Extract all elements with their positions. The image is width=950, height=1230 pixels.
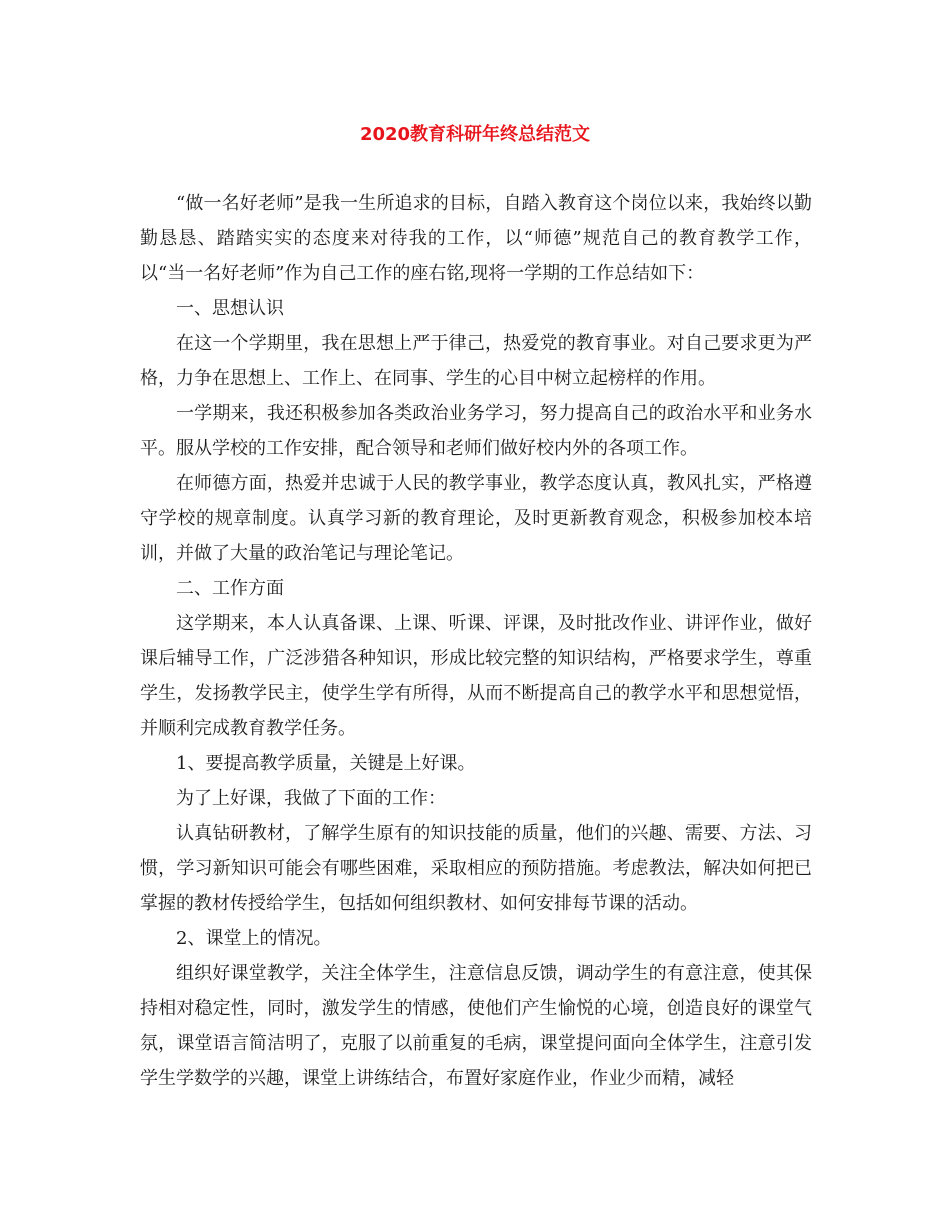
paragraph: 在师德方面，热爱并忠诚于人民的教学事业，教学态度认真，教风扎实，严格遵守学校的规章制度。认真学习新的教育理论，及时更新教育观念，积极参加校本培训，并做了大量的政治笔记与理论笔记。 [140,473,812,564]
subheading-classroom: 2、课堂上的情况。 [176,928,332,949]
paragraph: 一学期来，我还积极参加各类政治业务学习，努力提高自己的政治水平和业务水平。服从学校的工作安排，配合领导和老师们做好校内外的各项工作。 [140,403,812,459]
paragraph-intro: “做一名好老师”是我一生所追求的目标，自踏入教育这个岗位以来，我始终以勤勤恳恳、踏踏实实的态度来对待我的工作，以“师德”规范自己的教育教学工作，以“当一名好老师”作为自己工作的座右铭,现将一学期的工作总结如下： [140,193,812,284]
paragraph: 组织好课堂教学，关注全体学生，注意信息反馈，调动学生的有意注意，使其保持相对稳定性，同时，激发学生的情感，使他们产生愉悦的心境，创造良好的课堂气氛，课堂语言简洁明了，克服了以前重复的毛病，课堂提问面向全体学生，注意引发学生学数学的兴趣，课堂上讲练结合，布置好家庭作业，作业少而精，减轻 [140,963,812,1089]
section-heading-thought: 一、思想认识 [176,298,284,319]
document-body [140,186,812,1096]
paragraph: 为了上好课，我做了下面的工作： [176,788,446,809]
section-heading-work: 二、工作方面 [176,578,284,599]
paragraph: 在这一个学期里，我在思想上严于律己，热爱党的教育事业。对自己要求更为严格，力争在思想上、工作上、在同事、学生的心目中树立起榜样的作用。 [140,333,812,389]
document-title: 2020教育科研年终总结范文 [359,124,591,145]
subheading-teaching-quality: 1、要提高教学质量，关键是上好课。 [176,753,476,774]
paragraph: 认真钻研教材，了解学生原有的知识技能的质量，他们的兴趣、需要、方法、习惯，学习新知识可能会有哪些困难，采取相应的预防措施。考虑教法，解决如何把已掌握的教材传授给学生，包括如何组织教材、如何安排每节课的活动。 [140,823,812,914]
paragraph: 这学期来，本人认真备课、上课、听课、评课，及时批改作业、讲评作业，做好课后辅导工作，广泛涉猎各种知识，形成比较完整的知识结构，严格要求学生，尊重学生，发扬教学民主，使学生学有所得，从而不断提高自己的教学水平和思想觉悟，并顺利完成教育教学任务。 [140,613,812,739]
